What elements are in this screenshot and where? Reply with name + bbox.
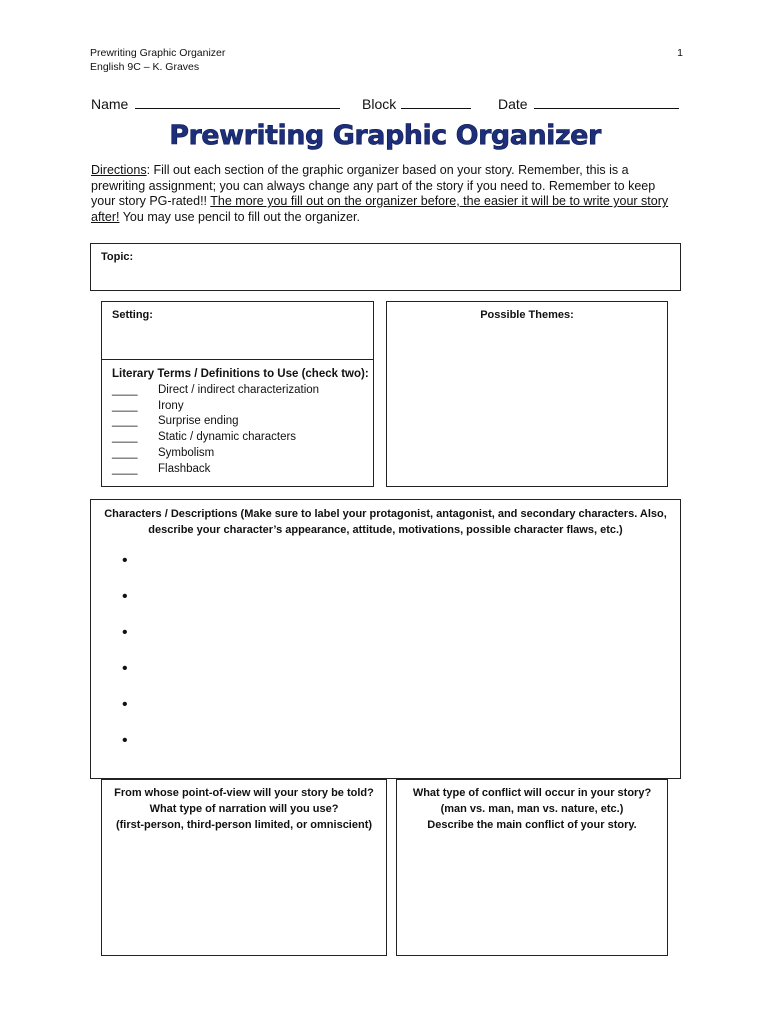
point-of-view-box[interactable] <box>101 779 387 956</box>
page-title: Prewriting Graphic Organizer <box>169 120 601 151</box>
term-checkbox-blank[interactable]: ____ <box>112 399 138 412</box>
date-field[interactable] <box>498 94 679 112</box>
themes-label: Possible Themes: <box>480 309 574 321</box>
header-title: Prewriting Graphic Organizer <box>90 47 226 59</box>
term-label: Symbolism <box>158 446 215 459</box>
directions-label: Directions <box>91 163 147 177</box>
themes-box[interactable] <box>386 301 668 487</box>
term-checkbox-blank[interactable]: ____ <box>112 446 138 459</box>
bullet-marker: • <box>122 588 128 605</box>
term-checkbox-blank[interactable]: ____ <box>112 462 138 475</box>
pov-line2: What type of narration will you use? <box>149 803 339 815</box>
bullet-marker: • <box>122 552 128 569</box>
term-checkbox-blank[interactable]: ____ <box>112 415 138 428</box>
term-label: Direct / indirect characterization <box>158 383 320 396</box>
characters-heading-line2: describe your character’s appearance, attitude, motivations, possible character flaws, etc.) <box>148 524 623 536</box>
name-label: Name <box>91 96 129 112</box>
conflict-box[interactable] <box>396 779 668 956</box>
term-item[interactable] <box>112 414 369 430</box>
term-label: Flashback <box>158 462 211 475</box>
date-line[interactable] <box>534 94 679 109</box>
conflict-line2: (man vs. man, man vs. nature, etc.) <box>440 803 624 815</box>
bullet-marker: • <box>122 732 128 749</box>
directions-paragraph <box>91 163 681 225</box>
term-item[interactable] <box>112 462 369 478</box>
pov-line1: From whose point-of-view will your story be told? <box>114 787 374 799</box>
term-checkbox-blank[interactable]: ____ <box>112 383 138 396</box>
term-label: Surprise ending <box>158 415 239 428</box>
conflict-line1: What type of conflict will occur in your story? <box>412 787 652 799</box>
date-label: Date <box>498 96 528 112</box>
literary-terms-box <box>101 359 374 487</box>
pov-line3: (first-person, third-person limited, or omniscient) <box>115 819 373 831</box>
term-label: Static / dynamic characters <box>158 431 297 444</box>
topic-box[interactable] <box>90 243 681 291</box>
literary-terms-heading: Literary Terms / Definitions to Use (check two): <box>112 368 369 380</box>
block-label: Block <box>362 96 397 112</box>
term-checkbox-blank[interactable]: ____ <box>112 431 138 444</box>
characters-heading <box>91 506 680 538</box>
bullet-marker: • <box>122 696 128 713</box>
term-label: Irony <box>158 399 184 412</box>
directions-emphasis: The more you fill out on the organizer before, the easier it will be to write your story after! <box>91 194 669 224</box>
conflict-line3: Describe the main conflict of your story. <box>427 819 637 831</box>
setting-label: Setting: <box>112 309 153 321</box>
directions-text-end: You may use pencil to fill out the organizer. <box>119 209 360 224</box>
point-of-view-prompt <box>102 785 386 833</box>
page-number: 1 <box>677 47 683 59</box>
name-field[interactable] <box>91 94 340 112</box>
term-item[interactable] <box>112 430 369 446</box>
block-line[interactable] <box>401 94 471 109</box>
block-field[interactable] <box>362 94 471 112</box>
setting-box[interactable] <box>101 301 374 360</box>
bullet-marker: • <box>122 624 128 641</box>
name-line[interactable] <box>135 94 340 109</box>
characters-heading-line1: Characters / Descriptions (Make sure to label your protagonist, antagonist, and secondary characters. Also, <box>104 508 667 520</box>
conflict-prompt <box>397 785 667 833</box>
term-item[interactable] <box>112 383 369 399</box>
characters-box[interactable] <box>90 499 681 779</box>
bullet-marker: • <box>122 660 128 677</box>
term-item[interactable] <box>112 446 369 462</box>
term-item[interactable] <box>112 399 369 415</box>
header-course: English 9C – K. Graves <box>90 61 200 73</box>
document-header <box>90 46 225 74</box>
directions-text: : Fill out each section of the graphic organizer based on your story. Remember, this is a prewriting assignment; you can always change any part of the story if you need to. Remember to keep your story PG-rated!! <box>91 163 656 208</box>
topic-label: Topic: <box>101 251 134 263</box>
